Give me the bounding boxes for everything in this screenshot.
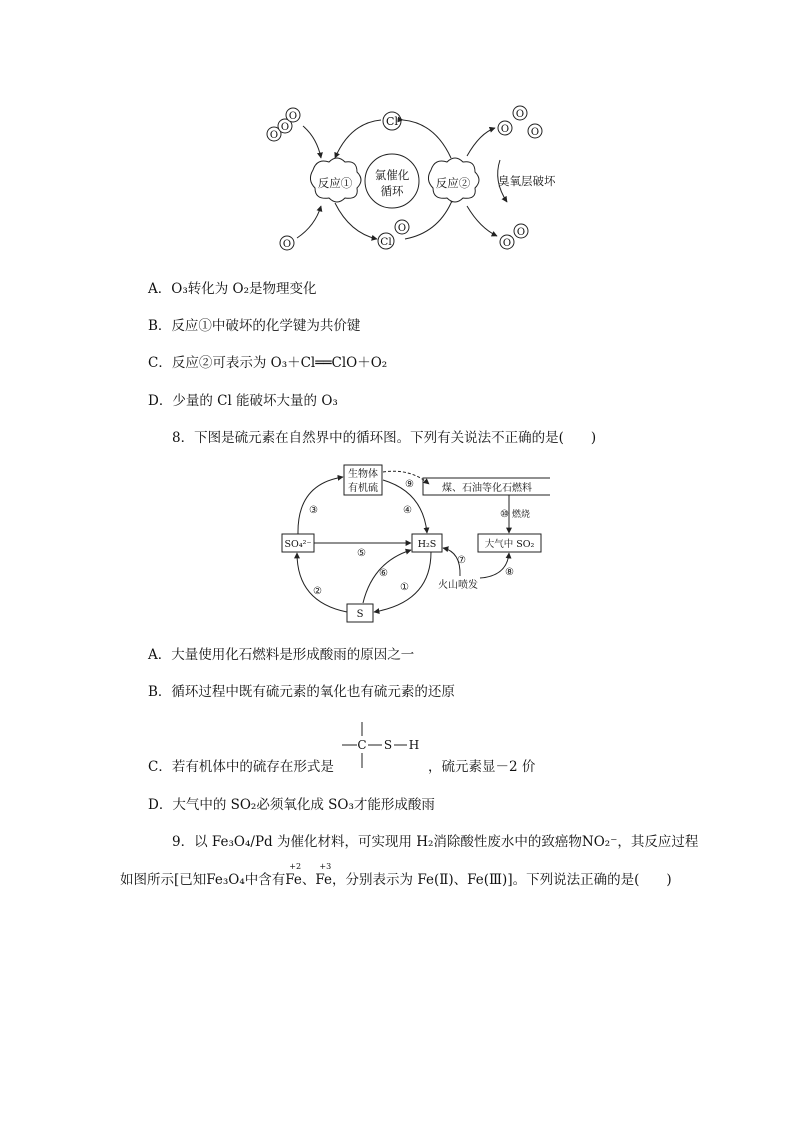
bio-organic-sulfur-1: 生物体 [348, 469, 378, 480]
sulfur-cycle-diagram [275, 462, 550, 627]
q8-option-b: B．循环过程中既有硫元素的氧化也有硫元素的还原 [148, 684, 455, 700]
o-atom: O [502, 238, 512, 249]
o-atom: O [282, 239, 292, 250]
q7-option-a: A．O₃转化为 O₂是物理变化 [148, 281, 317, 297]
o-atom: O [280, 122, 290, 133]
atmosphere-so2-box: 大气中 SO₂ [484, 539, 535, 550]
center-label-1: 氯催化 [374, 168, 410, 182]
step-3: ③ [309, 505, 318, 516]
oxidation-state-3: +3 [319, 862, 332, 871]
q9-line-2-end: ，分别表示为 Fe(Ⅱ)、Fe(Ⅲ)]。下列说法正确的是( ) [332, 872, 672, 888]
fossil-fuels-box: 煤、石油等化石燃料 [442, 483, 532, 494]
o-atom: O [397, 223, 407, 234]
reaction-1-label: 反应① [317, 176, 353, 190]
q7-option-d: D．少量的 Cl 能破坏大量的 O₃ [148, 393, 338, 409]
q9-line-1: 9．以 Fe₃O₄/Pd 为催化材料，可实现用 H₂消除酸性废水中的致癌物NO₂⁻，其反应过程 [172, 834, 699, 850]
struct-sulfur: S [383, 738, 393, 752]
q9-line-2 [120, 862, 672, 889]
q9-line-2-start: 如图所示[已知Fe₃O₄中含有 [120, 872, 286, 888]
fe-ii [285, 862, 302, 889]
o-atom: O [269, 130, 279, 141]
step-8: ⑧ [505, 567, 514, 578]
q8-option-c-prefix: C．若有机体中的硫存在形式是 [148, 759, 334, 775]
sulfur-box: S [356, 609, 364, 620]
bio-organic-sulfur-2: 有机硫 [348, 483, 378, 494]
h2s-box: H₂S [417, 539, 437, 550]
step-7: ⑦ [457, 555, 466, 566]
center-label-2: 循环 [380, 184, 404, 198]
o-atom: O [530, 127, 540, 138]
ozone-cycle-diagram [255, 98, 575, 258]
step-4: ④ [403, 505, 412, 516]
q7-option-b: B．反应①中破坏的化学键为共价键 [148, 318, 361, 334]
step-6: ⑥ [379, 568, 388, 579]
struct-hydrogen: H [408, 738, 420, 752]
thiol-structure [340, 720, 425, 772]
step-9: ⑨ [405, 479, 414, 490]
q8-option-a: A．大量使用化石燃料是形成酸雨的原因之一 [148, 647, 415, 663]
step-2: ② [313, 586, 322, 597]
o-atom: O [500, 124, 510, 135]
fe-iii [315, 862, 333, 889]
cl-bottom: Cl [380, 236, 392, 248]
q7-option-c: C．反应②可表示为 O₃＋Cl══ClO＋O₂ [148, 355, 388, 371]
o-atom: O [515, 109, 525, 120]
sulfate-box: SO₄²⁻ [284, 539, 312, 550]
cl-top: Cl [386, 115, 398, 128]
oxidation-state-2: +2 [289, 862, 302, 871]
step-10: ⑩ [500, 509, 509, 520]
step-5: ⑤ [357, 548, 366, 559]
volcano-label: 火山喷发 [438, 580, 478, 591]
step-1: ① [400, 582, 409, 593]
o-atom: O [288, 111, 298, 122]
reaction-2-label: 反应② [435, 176, 471, 190]
q8-option-c-suffix: ，硫元素显－2 价 [428, 759, 536, 775]
fe-symbol: Fe [285, 872, 302, 888]
burn-label: 燃烧 [512, 510, 531, 520]
o-atom: O [516, 227, 526, 238]
fe-symbol: Fe [315, 872, 333, 888]
q8-option-d: D．大气中的 SO₂必须氧化成 SO₃才能形成酸雨 [148, 797, 435, 813]
q8-stem: 8．下图是硫元素在自然界中的循环图。下列有关说法不正确的是( ) [172, 430, 597, 446]
struct-carbon: C [357, 738, 367, 752]
separator: 、 [301, 872, 316, 888]
ozone-breakdown-label: 臭氧层破坏 [498, 174, 556, 188]
